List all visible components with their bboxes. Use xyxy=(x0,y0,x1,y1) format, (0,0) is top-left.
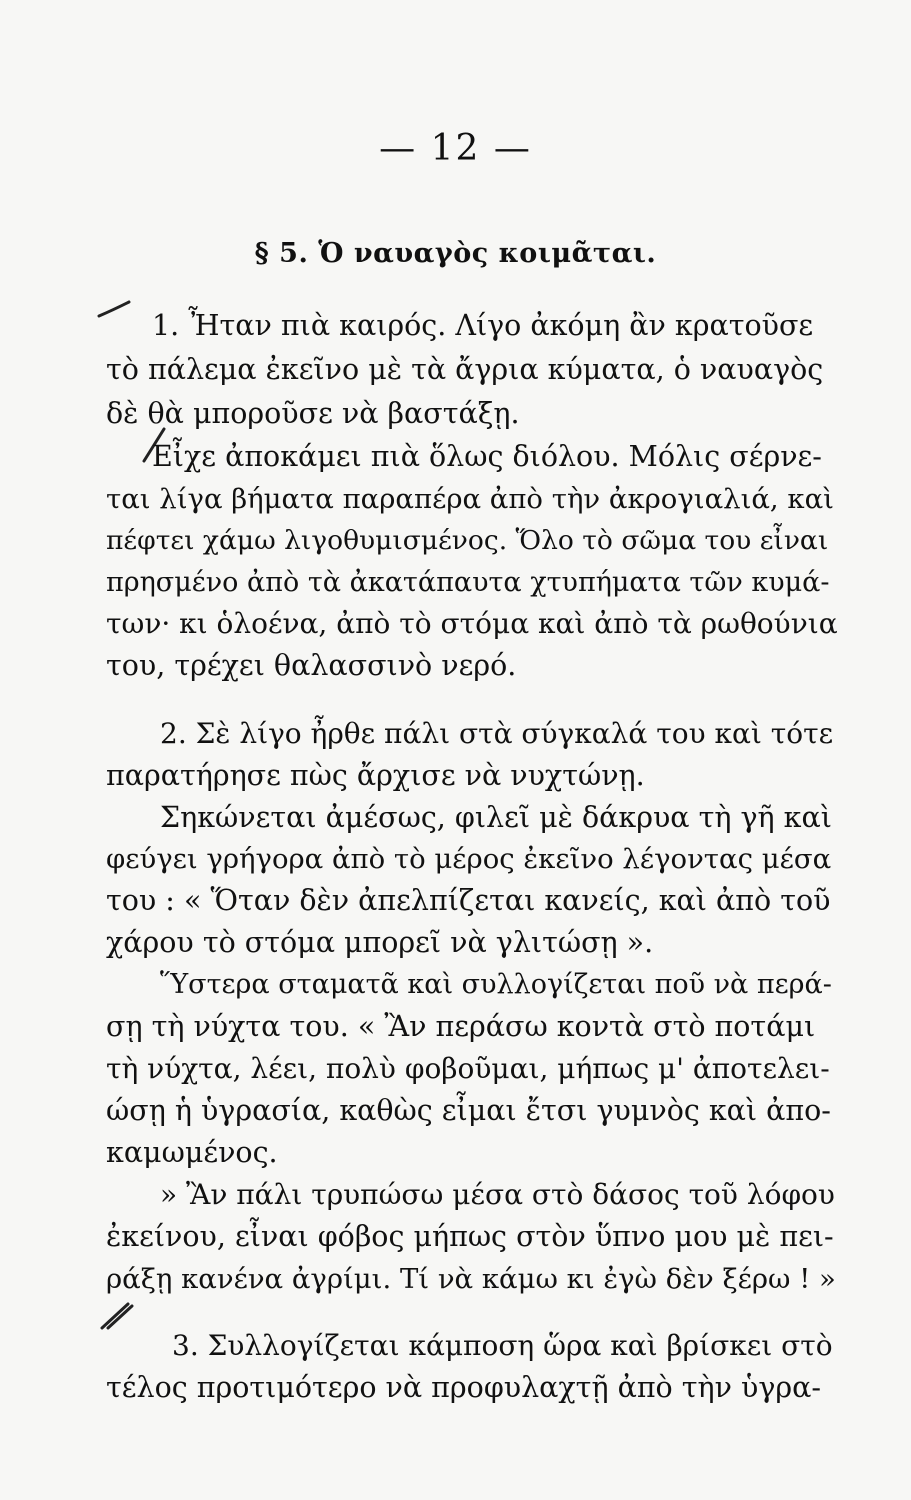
pencil-mark-top xyxy=(95,298,135,322)
text-line: σῃ τὴ νύχτα του. « Ἂν περάσω κοντὰ στὸ ποτάμι xyxy=(106,1010,816,1043)
text-line: ται λίγα βήματα παραπέρα ἀπὸ τὴν ἀκρογιαλιά, καὶ xyxy=(106,483,834,515)
text-line: τέλος προτιμότερο νὰ προφυλαχτῇ ἀπὸ τὴν ὑγρα- xyxy=(106,1371,821,1404)
text-line: ἐκείνου, εἶναι φόβος μήπως στὸν ὕπνο μου μὲ πει- xyxy=(106,1220,834,1253)
pencil-mark-bottom xyxy=(96,1298,136,1332)
text-line: των· κι ὁλοένα, ἀπὸ τὸ στόμα καὶ ἀπὸ τὰ ρωθούνια xyxy=(106,607,838,640)
text-line: ώσῃ ἡ ὑγρασία, καθὼς εἶμαι ἔτσι γυμνὸς καὶ ἀπο- xyxy=(106,1094,831,1127)
text-line: Σηκώνεται ἀμέσως, φιλεῖ μὲ δάκρυα τὴ γῆ καὶ xyxy=(160,801,832,834)
text-line: » Ἂν πάλι τρυπώσω μέσα στὸ δάσος τοῦ λόφου xyxy=(160,1178,835,1211)
text-line: 1. Ἦταν πιὰ καιρός. Λίγο ἀκόμη ἂν κρατοῦσε xyxy=(152,309,814,342)
text-line: τὸ πάλεμα ἐκεῖνο μὲ τὰ ἄγρια κύματα, ὁ ναυαγὸς xyxy=(106,353,824,386)
section-title: § 5. Ὁ ναυαγὸς κοιμᾶται. xyxy=(254,238,657,269)
text-line: 3. Συλλογίζεται κάμποση ὥρα καὶ βρίσκει στὸ xyxy=(172,1329,833,1362)
text-line: φεύγει γρήγορα ἀπὸ τὸ μέρος ἐκεῖνο λέγοντας μέσα xyxy=(106,843,832,875)
text-line: Εἶχε ἀποκάμει πιὰ ὅλως διόλου. Μόλις σέρνε- xyxy=(152,440,822,473)
text-line: παρατήρησε πὼς ἄρχισε νὰ νυχτώνῃ. xyxy=(106,759,645,792)
text-line: του : « Ὅταν δὲν ἀπελπίζεται κανείς, καὶ ἀπὸ τοῦ xyxy=(106,884,831,917)
page-number: — 12 — xyxy=(379,128,532,169)
text-line: χάρου τὸ στόμα μπορεῖ νὰ γλιτώσῃ ». xyxy=(106,926,654,959)
text-line: του, τρέχει θαλασσινὸ νερό. xyxy=(106,649,517,682)
text-line: 2. Σὲ λίγο ἦρθε πάλι στὰ σύγκαλά του καὶ τότε xyxy=(160,717,834,750)
text-line: ράξῃ κανένα ἀγρίμι. Τί νὰ κάμω κι ἐγὼ δὲν ξέρω ! » xyxy=(106,1263,836,1295)
text-line: τὴ νύχτα, λέει, πολὺ φοβοῦμαι, μήπως μ' ἀποτελει- xyxy=(106,1052,830,1085)
text-line: Ὕστερα σταματᾶ καὶ συλλογίζεται ποῦ νὰ περά- xyxy=(160,969,832,1000)
text-line: δὲ θὰ μποροῦσε νὰ βαστάξῃ. xyxy=(106,397,520,430)
text-line: πρησμένο ἀπὸ τὰ ἀκατάπαυτα χτυπήματα τῶν κυμά- xyxy=(106,567,830,598)
text-line: καμωμένος. xyxy=(106,1136,278,1169)
text-line: πέφτει χάμω λιγοθυμισμένος. Ὅλο τὸ σῶμα του εἶναι xyxy=(106,525,829,556)
